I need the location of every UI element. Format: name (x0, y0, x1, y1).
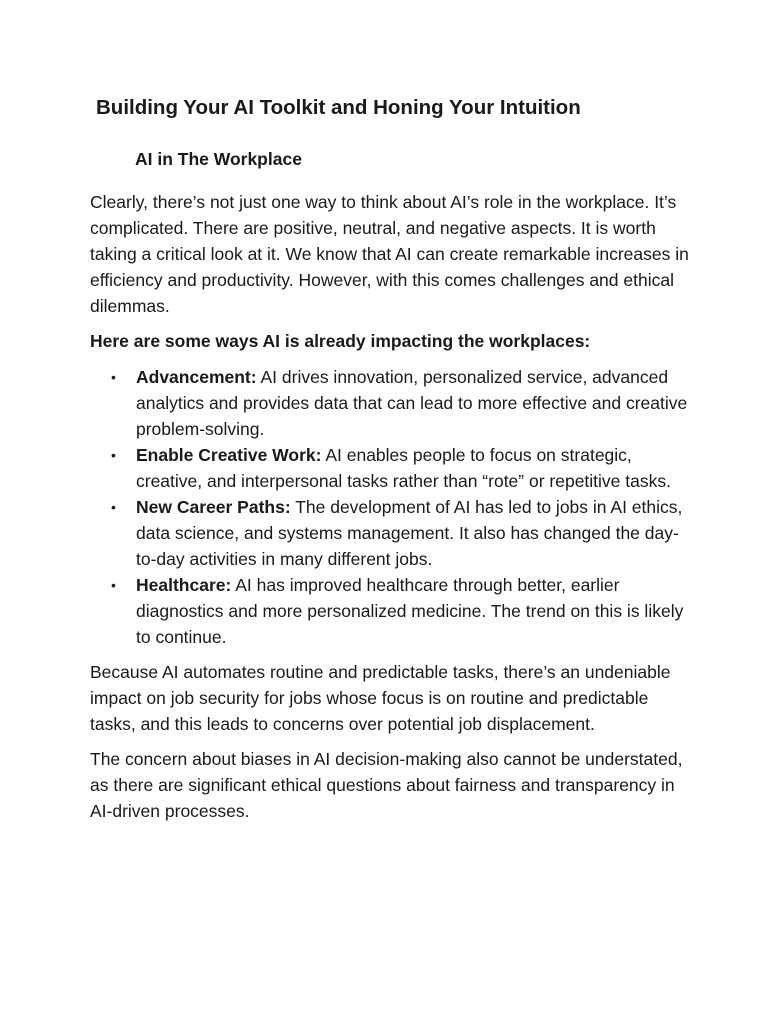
impact-list (90, 364, 690, 650)
list-item (90, 572, 690, 650)
paragraph-bias-concerns: The concern about biases in AI decision-making also cannot be understated, as there are significant ethical questions about fairness and transparency in AI-driven processes. (90, 749, 683, 821)
list-item (90, 442, 690, 494)
section-heading: AI in The Workplace (135, 149, 302, 169)
document-title: Building Your AI Toolkit and Honing Your Intuition (96, 96, 581, 119)
list-item-term: New Career Paths: (136, 497, 291, 517)
list-item-text: AI has improved healthcare through better, earlier diagnostics and more personalized medicine. The trend on this is likely to continue. (136, 575, 684, 647)
document-body (90, 189, 690, 833)
list-item-text: AI enables people to focus on strategic, creative, and interpersonal tasks rather than “rote” or repetitive tasks. (136, 445, 671, 491)
list-item-text: The development of AI has led to jobs in AI ethics, data science, and systems management. It also has changed the day-to-day activities in many different jobs. (136, 497, 683, 569)
bullet-icon: • (111, 447, 116, 463)
paragraph-job-displacement: Because AI automates routine and predictable tasks, there’s an undeniable impact on job security for jobs whose focus is on routine and predictable tasks, and this leads to concerns over potential job displacement. (90, 662, 671, 734)
list-lead: Here are some ways AI is already impacting the workplaces: (90, 331, 591, 351)
list-item-term: Advancement: (136, 367, 257, 387)
list-item-term: Enable Creative Work: (136, 445, 322, 465)
bullet-icon: • (111, 369, 116, 385)
intro-paragraph: Clearly, there’s not just one way to think about AI’s role in the workplace. It’s complicated. There are positive, neutral, and negative aspects. It is worth taking a critical look at it. We know that AI can create remarkable increases in efficiency and productivity. However, with this comes challenges and ethical dilemmas. (90, 192, 689, 316)
list-item (90, 364, 690, 442)
bullet-icon: • (111, 577, 116, 593)
list-item (90, 494, 690, 572)
list-item-text: AI drives innovation, personalized service, advanced analytics and provides data that can lead to more effective and creative problem-solving. (136, 367, 688, 439)
bullet-icon: • (111, 499, 116, 515)
list-item-term: Healthcare: (136, 575, 232, 595)
